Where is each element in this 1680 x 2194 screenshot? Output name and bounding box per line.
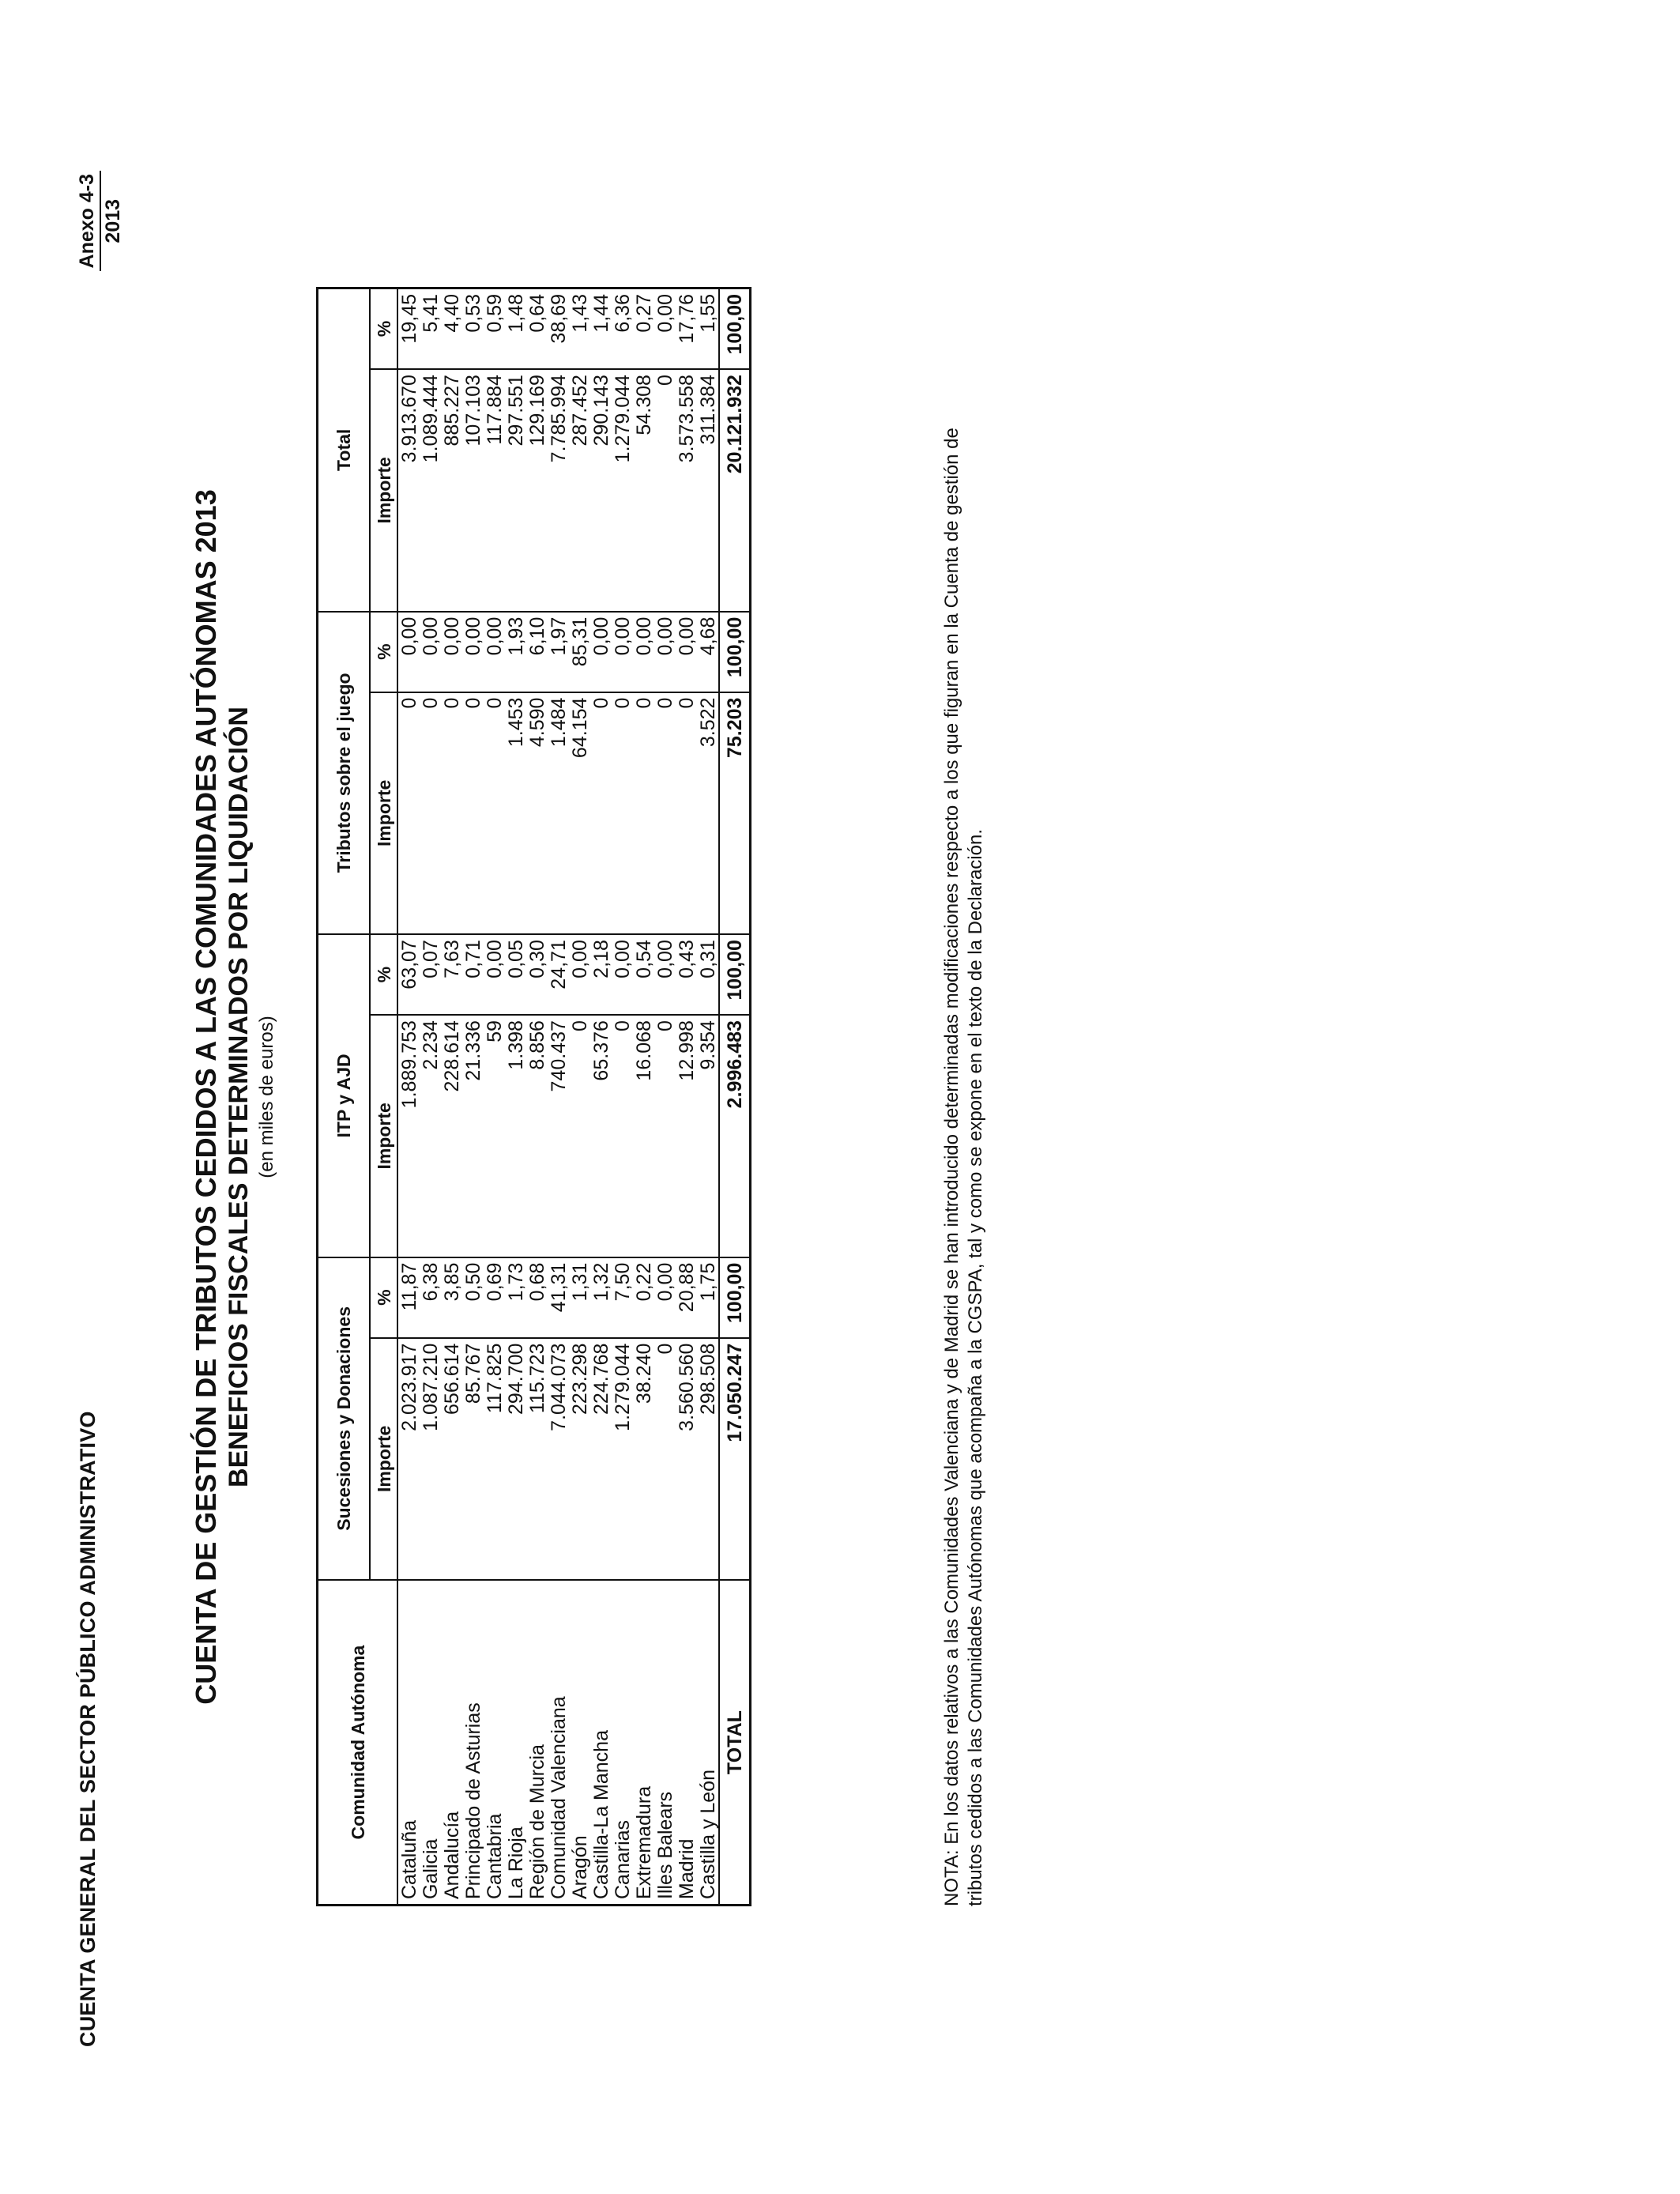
importe-cell: 228.614 <box>441 1020 463 1092</box>
percent-cell: 1,43 <box>569 288 590 370</box>
percent-cell: 1,55 <box>697 288 719 370</box>
region-column-header: Comunidad Autónoma <box>318 1580 398 1905</box>
importe-cell: 1.279.044 <box>612 375 634 463</box>
importe-cell: 17.050.247 <box>719 1338 751 1581</box>
region-name: Cantabria <box>484 1580 505 1905</box>
total-label: TOTAL <box>719 1580 751 1905</box>
percent-cell: 7,50 <box>612 1257 633 1338</box>
group-header-sucesiones: Sucesiones y Donaciones <box>318 1257 371 1581</box>
importe-cell: 3.522 <box>697 697 719 748</box>
importe-cell: 1.279.044 <box>612 1343 634 1431</box>
importe-cell: 0 <box>654 1343 676 1355</box>
importe-cell: 287.452 <box>569 375 591 447</box>
percent-cell: 0,53 <box>462 288 484 370</box>
importe-cell: 0 <box>612 1020 634 1031</box>
region-name: Aragón <box>569 1580 590 1905</box>
percent-cell: 1,44 <box>590 288 612 370</box>
importe-cell: 656.614 <box>441 1343 463 1415</box>
percent-cell: 0,00 <box>676 612 697 692</box>
percent-cell: 6,10 <box>526 612 548 692</box>
annex-reference <box>76 171 125 271</box>
percent-cell: 0,00 <box>441 612 462 692</box>
percent-cell: 100,00 <box>719 612 751 692</box>
importe-cell: 129.169 <box>526 375 548 447</box>
percent-cell: 24,71 <box>548 934 569 1015</box>
importe-cell: 2.023.917 <box>398 1343 420 1431</box>
table-row <box>420 288 441 1906</box>
importe-cell: 0 <box>654 1020 676 1031</box>
percent-cell: 2,18 <box>590 934 612 1015</box>
percent-cell: 0,00 <box>420 612 441 692</box>
percent-cell: 1,73 <box>505 1257 526 1338</box>
percent-cell: 0,69 <box>484 1257 505 1338</box>
importe-cell: 311.384 <box>697 375 719 445</box>
importe-cell: 16.068 <box>633 1020 655 1081</box>
table-row <box>441 288 462 1906</box>
importe-cell: 117.884 <box>484 375 506 445</box>
importe-cell: 290.143 <box>590 375 612 447</box>
region-name: Canarias <box>612 1580 633 1905</box>
percent-cell: 1,31 <box>569 1257 590 1338</box>
importe-cell: 2.234 <box>420 1020 442 1070</box>
region-name: Extremadura <box>633 1580 654 1905</box>
importe-cell: 223.298 <box>569 1343 591 1415</box>
percent-cell: 6,36 <box>612 288 633 370</box>
region-name: Andalucía <box>441 1580 462 1905</box>
percent-cell: 0,54 <box>633 934 654 1015</box>
percent-cell: 100,00 <box>719 288 751 370</box>
percent-cell: 0,00 <box>654 288 676 370</box>
importe-cell: 107.103 <box>462 375 484 447</box>
importe-cell: 38.240 <box>633 1343 655 1404</box>
region-name: La Rioja <box>505 1580 526 1905</box>
percent-header: % <box>370 1257 397 1338</box>
percent-cell: 0,27 <box>633 288 654 370</box>
percent-cell: 1,75 <box>697 1257 719 1338</box>
percent-cell: 0,00 <box>462 612 484 692</box>
percent-cell: 17,76 <box>676 288 697 370</box>
percent-cell: 0,22 <box>633 1257 654 1338</box>
table-row <box>654 288 676 1906</box>
table-row <box>697 288 719 1906</box>
region-name: Cataluña <box>397 1580 420 1905</box>
group-header-total: Total <box>318 288 371 612</box>
importe-cell: 1.087.210 <box>420 1343 442 1431</box>
footnote: NOTA: En los datos relativos a las Comunidades Valenciana y de Madrid se han introducido determinadas modificaciones respecto a los que figuran en la Cuenta de gestión de tributos cedidos a las Comunidades Autónomas que acompaña a la CGSPA, tal y como se expone en el texto de la Declaración. <box>941 428 986 1906</box>
importe-cell: 1.484 <box>548 697 570 748</box>
importe-cell: 7.785.994 <box>548 375 570 463</box>
importe-cell: 0 <box>420 697 442 709</box>
percent-cell: 0,31 <box>697 934 719 1015</box>
importe-cell: 0 <box>654 697 676 709</box>
percent-cell: 0,00 <box>484 612 505 692</box>
table-row <box>505 288 526 1906</box>
table-row <box>590 288 612 1906</box>
percent-cell: 100,00 <box>719 934 751 1015</box>
percent-cell: 1,48 <box>505 288 526 370</box>
importe-header: Importe <box>370 1338 397 1581</box>
importe-cell: 740.437 <box>548 1020 570 1092</box>
percent-cell: 1,93 <box>505 612 526 692</box>
importe-cell: 117.825 <box>484 1343 506 1414</box>
importe-cell: 0 <box>484 697 506 709</box>
importe-cell: 1.398 <box>505 1020 527 1070</box>
region-name: Castilla-La Mancha <box>590 1580 612 1905</box>
importe-header: Importe <box>370 692 397 935</box>
table-row <box>569 288 590 1906</box>
percent-cell: 1,32 <box>590 1257 612 1338</box>
percent-cell: 0,00 <box>612 612 633 692</box>
percent-cell: 0,00 <box>569 934 590 1015</box>
table-row <box>526 288 548 1906</box>
importe-cell: 20.121.932 <box>719 369 751 612</box>
importe-cell: 21.336 <box>462 1020 484 1081</box>
importe-cell: 0 <box>569 1020 591 1031</box>
percent-cell: 0,59 <box>484 288 505 370</box>
percent-cell: 6,38 <box>420 1257 441 1338</box>
annex-year: 2013 <box>102 198 124 243</box>
percent-cell: 4,40 <box>441 288 462 370</box>
percent-cell: 3,85 <box>441 1257 462 1338</box>
percent-cell: 0,00 <box>633 612 654 692</box>
importe-cell: 4.590 <box>526 697 548 748</box>
percent-header: % <box>370 612 397 692</box>
group-header-itp-ajd: ITP y AJD <box>318 934 371 1257</box>
percent-cell: 100,00 <box>719 1257 751 1338</box>
region-name: Galicia <box>420 1580 441 1905</box>
percent-cell: 5,41 <box>420 288 441 370</box>
percent-cell: 0,64 <box>526 288 548 370</box>
importe-header: Importe <box>370 1015 397 1257</box>
percent-cell: 0,00 <box>612 934 633 1015</box>
importe-cell: 59 <box>484 1020 506 1042</box>
region-name: Illes Balears <box>654 1580 676 1905</box>
importe-cell: 0 <box>398 697 420 709</box>
importe-cell: 3.560.560 <box>676 1343 698 1431</box>
page-subtitle: BENEFICIOS FISCALES DETERMINADOS POR LIQUIDACIÓN <box>224 707 254 1487</box>
region-name: Madrid <box>676 1580 697 1905</box>
importe-cell: 297.551 <box>505 375 527 447</box>
importe-cell: 0 <box>590 697 612 709</box>
percent-cell: 19,45 <box>397 288 420 370</box>
title-block <box>190 0 280 2194</box>
importe-cell: 2.996.483 <box>719 1015 751 1257</box>
table-row <box>633 288 654 1906</box>
importe-cell: 54.308 <box>633 375 655 435</box>
importe-cell: 294.700 <box>505 1343 527 1415</box>
percent-cell: 0,00 <box>654 934 676 1015</box>
region-name: Castilla y León <box>697 1580 719 1905</box>
document-header: CUENTA GENERAL DEL SECTOR PÚBLICO ADMINISTRATIVO <box>76 1411 100 2047</box>
importe-cell: 224.768 <box>590 1343 612 1415</box>
region-name: Principado de Asturias <box>462 1580 484 1905</box>
percent-cell: 41,31 <box>548 1257 569 1338</box>
importe-cell: 3.913.670 <box>398 375 420 463</box>
page-title: CUENTA DE GESTIÓN DE TRIBUTOS CEDIDOS A LAS COMUNIDADES AUTÓNOMAS 2013 <box>190 489 222 1705</box>
percent-cell: 0,00 <box>654 612 676 692</box>
percent-cell: 4,68 <box>697 612 719 692</box>
percent-cell: 7,63 <box>441 934 462 1015</box>
importe-cell: 7.044.073 <box>548 1343 570 1431</box>
region-name: Comunidad Valenciana <box>548 1580 569 1905</box>
importe-cell: 3.573.558 <box>676 375 698 463</box>
importe-cell: 0 <box>441 697 463 709</box>
percent-cell: 0,00 <box>484 934 505 1015</box>
table-row <box>548 288 569 1906</box>
importe-cell: 0 <box>462 697 484 709</box>
table-body <box>397 288 751 1906</box>
group-header-juego: Tributos sobre el juego <box>318 612 371 935</box>
importe-cell: 1.889.753 <box>398 1020 420 1109</box>
importe-cell: 8.856 <box>526 1020 548 1070</box>
importe-cell: 12.998 <box>676 1020 698 1081</box>
annex-label: Anexo 4-3 <box>76 171 101 271</box>
importe-cell: 115.723 <box>526 1343 548 1414</box>
importe-cell: 0 <box>654 375 676 386</box>
percent-cell: 63,07 <box>397 934 420 1015</box>
percent-cell: 0,00 <box>590 612 612 692</box>
percent-header: % <box>370 934 397 1015</box>
importe-cell: 9.354 <box>697 1020 719 1070</box>
units-caption: (en miles de euros) <box>256 1016 277 1178</box>
percent-cell: 0,43 <box>676 934 697 1015</box>
percent-cell: 0,30 <box>526 934 548 1015</box>
importe-cell: 65.376 <box>590 1020 612 1081</box>
table-row <box>397 288 420 1906</box>
percent-cell: 85,31 <box>569 612 590 692</box>
table-row <box>612 288 633 1906</box>
percent-cell: 11,87 <box>397 1257 420 1338</box>
percent-cell: 0,00 <box>654 1257 676 1338</box>
percent-cell: 0,68 <box>526 1257 548 1338</box>
tax-benefits-table <box>316 287 751 1906</box>
importe-cell: 885.227 <box>441 375 463 447</box>
percent-cell: 20,88 <box>676 1257 697 1338</box>
importe-cell: 1.089.444 <box>420 375 442 463</box>
importe-cell: 0 <box>612 697 634 709</box>
percent-cell: 0,07 <box>420 934 441 1015</box>
table-row <box>462 288 484 1906</box>
percent-cell: 38,69 <box>548 288 569 370</box>
region-name: Región de Murcia <box>526 1580 548 1905</box>
table-row <box>484 288 505 1906</box>
importe-cell: 1.453 <box>505 697 527 748</box>
percent-cell: 0,71 <box>462 934 484 1015</box>
percent-cell: 1,97 <box>548 612 569 692</box>
importe-cell: 64.154 <box>569 697 591 759</box>
importe-cell: 298.508 <box>697 1343 719 1415</box>
percent-cell: 0,00 <box>397 612 420 692</box>
importe-cell: 0 <box>676 697 698 709</box>
percent-cell: 0,05 <box>505 934 526 1015</box>
percent-cell: 0,50 <box>462 1257 484 1338</box>
importe-cell: 85.767 <box>462 1343 484 1404</box>
importe-cell: 75.203 <box>719 692 751 935</box>
importe-cell: 0 <box>633 697 655 709</box>
percent-header: % <box>370 288 397 370</box>
total-row <box>719 288 751 1906</box>
importe-header: Importe <box>370 369 397 612</box>
table-row <box>676 288 697 1906</box>
